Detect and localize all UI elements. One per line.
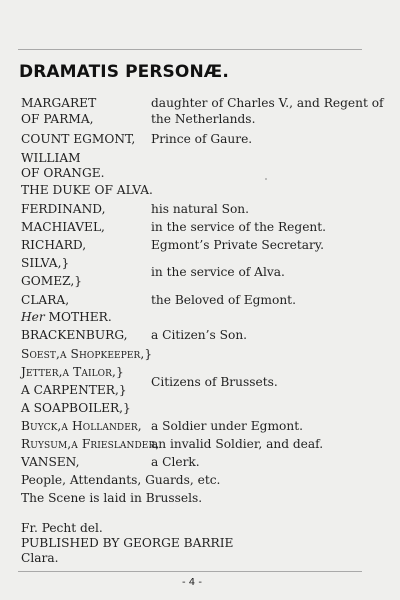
role-name: SILVA,} bbox=[21, 256, 70, 270]
role-name: A SOAPBOILER,} bbox=[21, 401, 131, 415]
role-name: OF PARMA, bbox=[21, 112, 94, 126]
role-description: a Clerk. bbox=[151, 455, 200, 469]
role-name: WILLIAM bbox=[21, 151, 81, 165]
role-name: Ruysum,a Frieslander, bbox=[21, 437, 160, 451]
role-description: daughter of Charles V., and Regent of bbox=[151, 96, 384, 110]
role-name: BRACKENBURG, bbox=[21, 328, 128, 342]
role-name: RICHARD, bbox=[21, 238, 87, 252]
role-name: Soest,a Shopkeeper,} bbox=[21, 347, 153, 361]
scene-line: The Scene is laid in Brussels. bbox=[21, 491, 203, 505]
bottom-rule bbox=[18, 571, 362, 572]
role-description: the Netherlands. bbox=[151, 112, 256, 126]
role-name: MARGARET bbox=[21, 96, 97, 110]
role-name: FERDINAND, bbox=[21, 202, 106, 216]
role-name: MACHIAVEL, bbox=[21, 220, 105, 234]
artist-credit: Fr. Pecht del. bbox=[21, 521, 103, 535]
role-description: a Citizen’s Son. bbox=[151, 328, 248, 342]
caption-line: Clara. bbox=[21, 551, 59, 565]
role-description: the Beloved of Egmont. bbox=[151, 293, 296, 307]
role-name: CLARA, bbox=[21, 293, 70, 307]
role-name: GOMEZ,} bbox=[21, 274, 82, 288]
role-name: THE DUKE OF ALVA. bbox=[21, 183, 153, 197]
role-name: VANSEN, bbox=[21, 455, 80, 469]
page-heading: DRAMATIS PERSONÆ. bbox=[19, 62, 229, 82]
role-name: A CARPENTER,} bbox=[21, 383, 127, 397]
role-description: in the service of Alva. bbox=[151, 265, 285, 279]
role-name: OF ORANGE. bbox=[21, 166, 105, 180]
role-description: in the service of the Regent. bbox=[151, 220, 327, 234]
role-description: his natural Son. bbox=[151, 202, 250, 216]
people-line: People, Attendants, Guards, etc. bbox=[21, 473, 221, 487]
role-description: Egmont’s Private Secretary. bbox=[151, 238, 324, 252]
role-description: a Soldier under Egmont. bbox=[151, 419, 303, 433]
top-rule bbox=[18, 49, 362, 50]
role-description: Citizens of Brussets. bbox=[151, 375, 278, 389]
role-name: Buyck,a Hollander, bbox=[21, 419, 142, 433]
role-name: COUNT EGMONT, bbox=[21, 132, 136, 146]
role-description: Prince of Gaure. bbox=[151, 132, 253, 146]
publisher-credit: PUBLISHED BY GEORGE BARRIE bbox=[21, 536, 234, 550]
paper-speck bbox=[265, 178, 267, 180]
role-description: an invalid Soldier, and deaf. bbox=[151, 437, 324, 451]
page-number: - 4 - bbox=[182, 577, 202, 588]
role-name-mother: Her MOTHER. bbox=[21, 310, 112, 324]
role-name: Jetter,a Tailor,} bbox=[21, 365, 124, 379]
